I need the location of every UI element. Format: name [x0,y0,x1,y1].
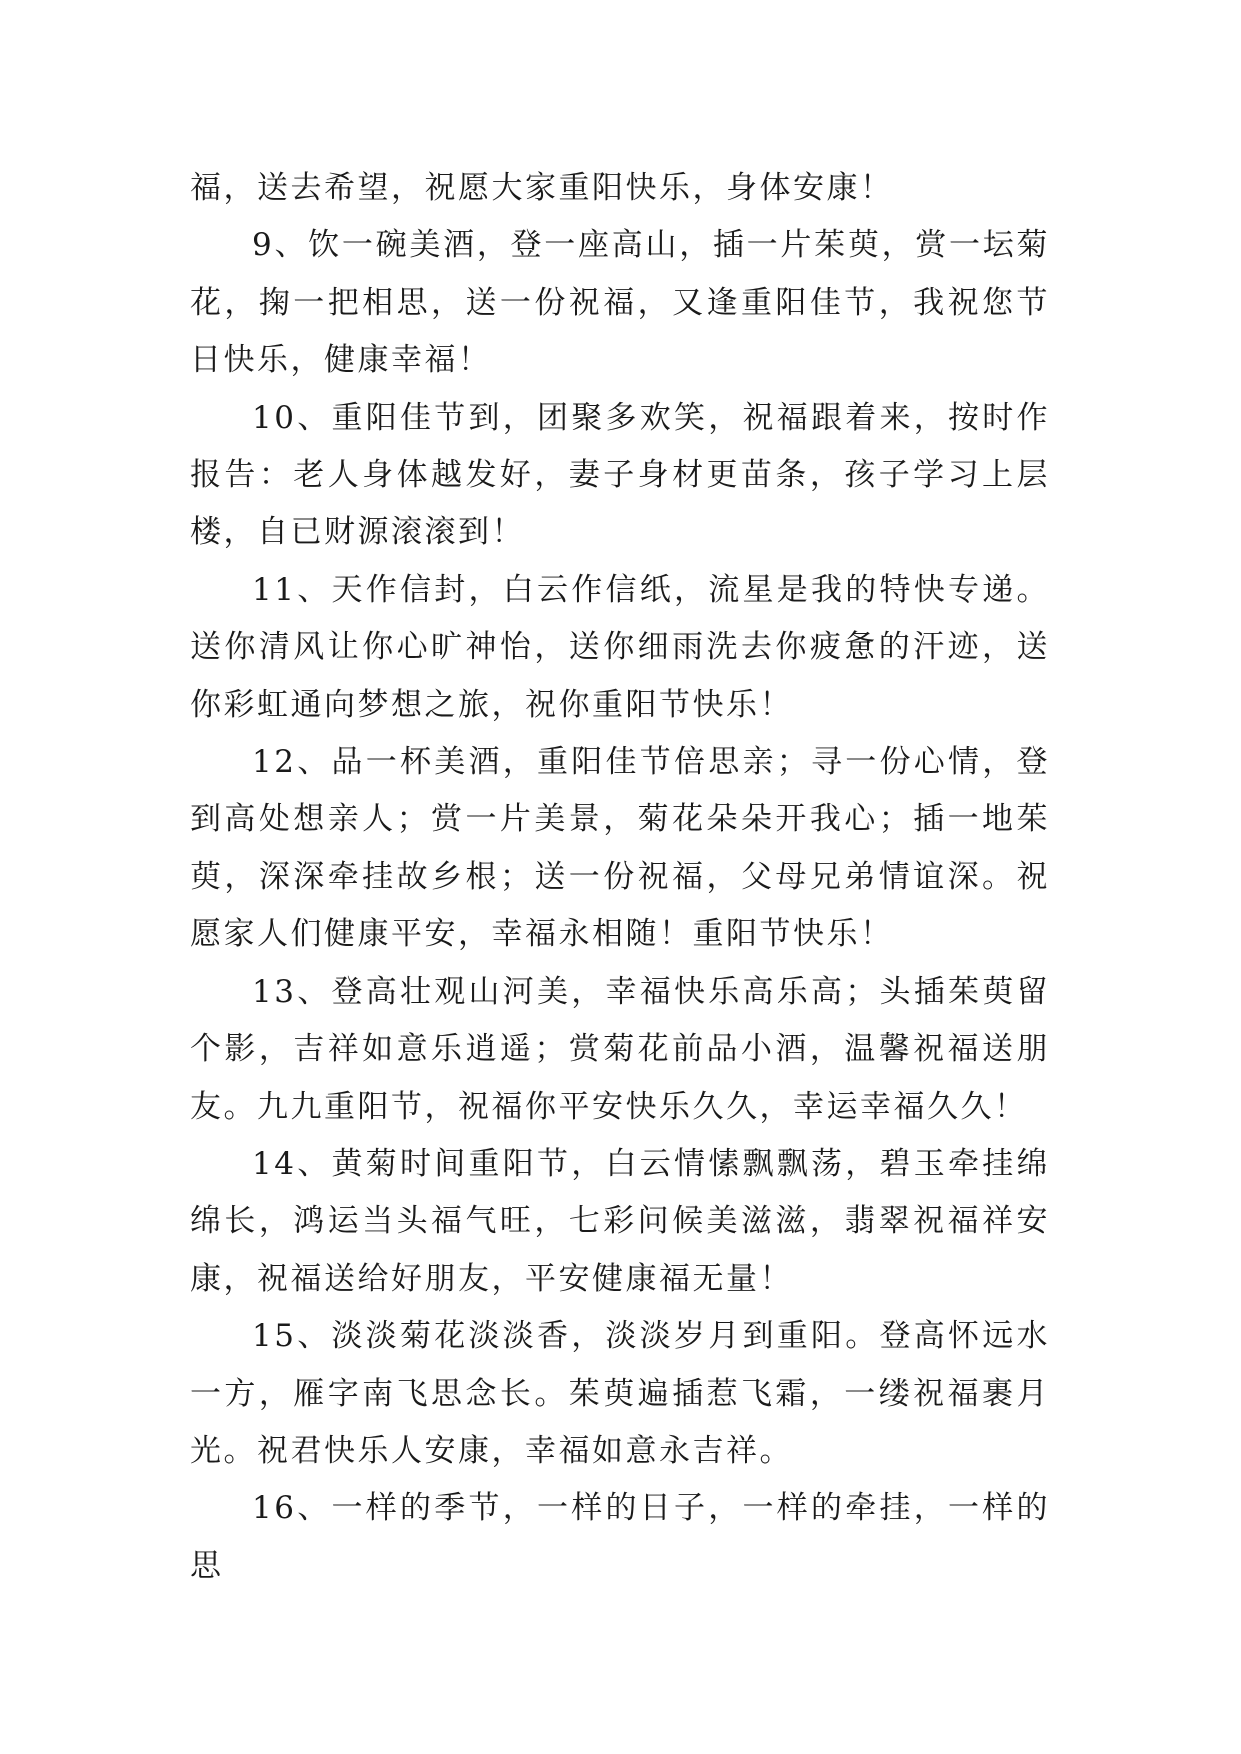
document-body [190,160,1050,1595]
paragraph-12: 12、品一杯美酒，重阳佳节倍思亲；寻一份心情，登到高处想亲人；赏一片美景，菊花朵朵开我心；插一地茱萸，深深牵挂故乡根；送一份祝福，父母兄弟情谊深。祝愿家人们健康平安，幸福永相随！重阳节快乐！ [190,744,1050,953]
paragraph-16: 16、一样的季节，一样的日子，一样的牵挂，一样的思 [190,1490,1050,1584]
paragraph-15: 15、淡淡菊花淡淡香，淡淡岁月到重阳。登高怀远水一方，雁字南飞思念长。茱萸遍插惹飞霜，一缕祝福裹月光。祝君快乐人安康，幸福如意永吉祥。 [190,1318,1050,1469]
paragraph-13: 13、登高壮观山河美，幸福快乐高乐高；头插茱萸留个影，吉祥如意乐逍遥；赏菊花前品小酒，温馨祝福送朋友。九九重阳节，祝福你平安快乐久久，幸运幸福久久！ [190,973,1050,1125]
paragraph-9: 9、饮一碗美酒，登一座高山，插一片茱萸，赏一坛菊花，掬一把相思，送一份祝福，又逢重阳佳节，我祝您节日快乐，健康幸福！ [190,227,1050,379]
paragraph-14: 14、黄菊时间重阳节，白云情愫飘飘荡，碧玉牵挂绵绵长，鸿运当头福气旺，七彩问候美滋滋，翡翠祝福祥安康，祝福送给好朋友，平安健康福无量！ [190,1145,1050,1297]
paragraph-continued: 福，送去希望，祝愿大家重阳快乐，身体安康！ [190,170,894,206]
paragraph-11: 11、天作信封，白云作信纸，流星是我的特快专递。送你清风让你心旷神怡，送你细雨洗去你疲惫的汗迹，送你彩虹通向梦想之旅，祝你重阳节快乐！ [190,571,1050,723]
paragraph-10: 10、重阳佳节到，团聚多欢笑，祝福跟着来，按时作报告：老人身体越发好，妻子身材更苗条，孩子学习上层楼，自已财源滚滚到！ [190,399,1050,551]
